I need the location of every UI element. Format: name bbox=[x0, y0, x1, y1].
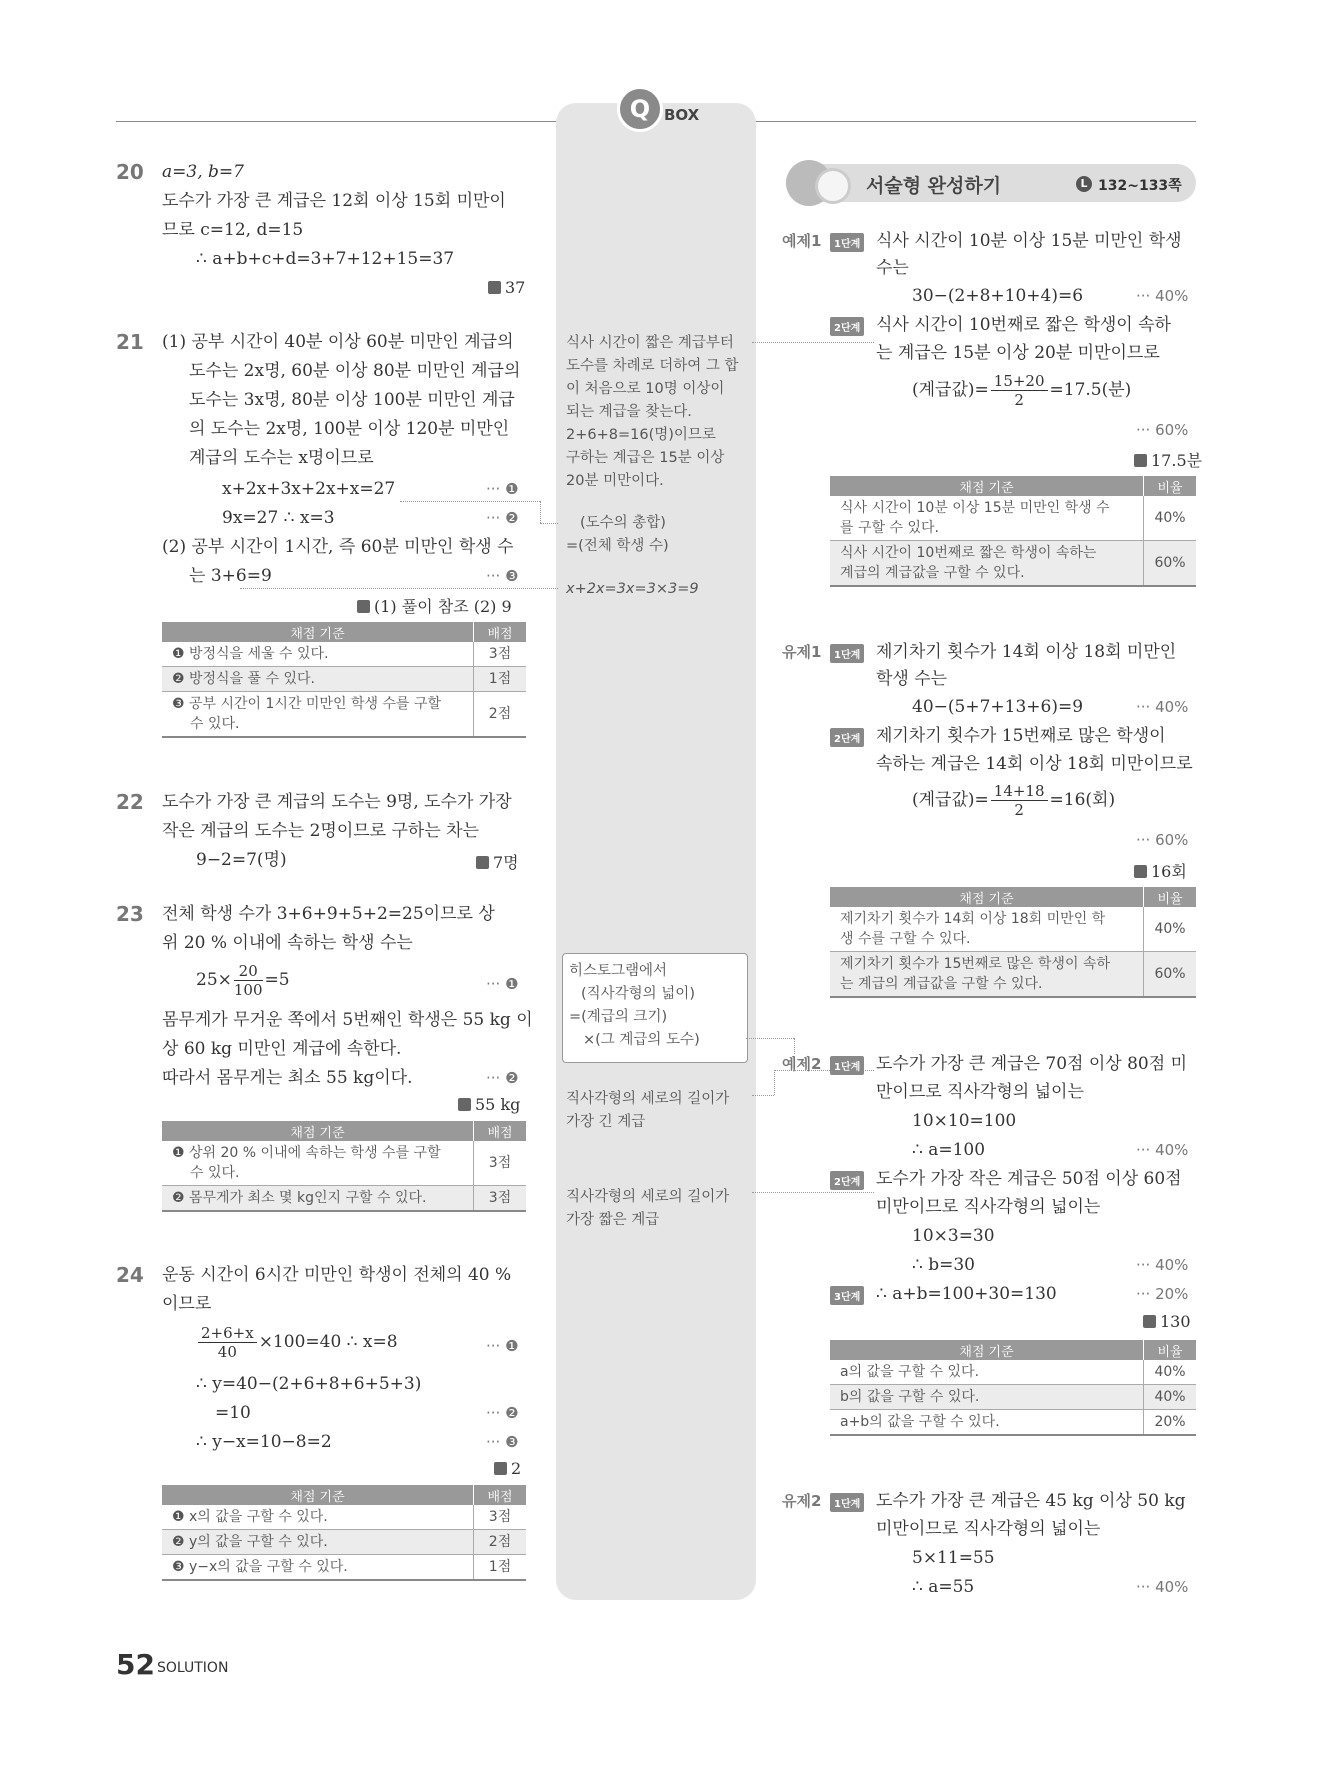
table-cell: ❷ 몸무게가 최소 몇 kg인지 구할 수 있다. bbox=[162, 1186, 474, 1212]
table-cell bbox=[830, 496, 1144, 541]
ex-line: 속하는 계급은 14회 이상 18회 미만이므로 bbox=[876, 754, 1193, 774]
ratio-mark: ··· 40% bbox=[1136, 698, 1189, 716]
step-badge: 3단계 bbox=[830, 1286, 864, 1305]
p21-line: 도수는 2x명, 60분 이상 80분 미만인 계급의 bbox=[189, 361, 521, 381]
section-title: 서술형 완성하기 bbox=[866, 175, 1002, 197]
answer-text: (1) 풀이 참조 (2) 9 bbox=[374, 597, 512, 616]
page-ref-icon: L bbox=[1076, 176, 1092, 192]
note-line: 가장 긴 계급 bbox=[566, 1114, 646, 1130]
expr: 25× bbox=[196, 970, 232, 990]
example-label: 예제1 bbox=[782, 232, 822, 250]
connector bbox=[540, 523, 558, 524]
answer-text: 130 bbox=[1160, 1312, 1191, 1331]
note-line: 히스토그램에서 bbox=[569, 963, 668, 979]
table-cell: 3점 bbox=[474, 1141, 527, 1186]
ex-line: 학생 수는 bbox=[876, 669, 948, 689]
answer bbox=[1134, 448, 1202, 471]
table-header: 채점 기준 bbox=[162, 1485, 474, 1505]
ex-line bbox=[912, 782, 1115, 819]
p20-line: a=3, b=7 bbox=[162, 162, 244, 182]
p21-line: 도수는 3x명, 80분 이상 100분 미만인 계급 bbox=[189, 390, 515, 410]
answer-icon bbox=[357, 600, 370, 613]
ex-line: ∴ a+b=100+30=130 bbox=[876, 1284, 1057, 1304]
table-cell: 3점 bbox=[474, 1186, 527, 1212]
step-mark: ··· ❶ bbox=[486, 480, 519, 498]
fraction bbox=[991, 782, 1048, 819]
p22-line: 9−2=7(명) bbox=[196, 850, 287, 870]
denominator: 2 bbox=[1014, 801, 1024, 819]
note-line: =(계급의 크기) bbox=[569, 1009, 668, 1025]
ex-line: ∴ a=55 bbox=[912, 1577, 975, 1597]
table-header: 채점 기준 bbox=[830, 887, 1144, 907]
step-mark: ··· ❶ bbox=[486, 975, 519, 993]
ex-line: 도수가 가장 큰 계급은 45 kg 이상 50 kg bbox=[876, 1491, 1186, 1511]
table-cell: a+b의 값을 구할 수 있다. bbox=[830, 1410, 1144, 1436]
table-cell: 60% bbox=[1144, 952, 1197, 998]
header-deco-icon bbox=[815, 168, 851, 204]
grading-table bbox=[830, 1340, 1196, 1436]
ratio-mark: ··· 40% bbox=[1136, 1578, 1189, 1596]
answer-icon bbox=[488, 281, 501, 294]
expr: ×100=40 ∴ x=8 bbox=[258, 1332, 398, 1352]
p21-line: (1) 공부 시간이 40분 이상 60분 미만인 계급의 bbox=[162, 332, 514, 352]
p21-line: (2) 공부 시간이 1시간, 즉 60분 미만인 학생 수 bbox=[162, 537, 514, 557]
table-cell: ❶ 방정식을 세울 수 있다. bbox=[162, 642, 474, 667]
answer bbox=[1134, 859, 1187, 882]
table-cell bbox=[830, 541, 1144, 587]
table-header: 채점 기준 bbox=[830, 476, 1144, 496]
step-badge: 2단계 bbox=[830, 728, 864, 747]
connector bbox=[746, 1038, 794, 1039]
p24-line: 이므로 bbox=[162, 1294, 212, 1314]
answer-icon bbox=[1143, 1315, 1156, 1328]
table-cell: 60% bbox=[1144, 541, 1197, 587]
numerator: 14+18 bbox=[991, 782, 1048, 801]
cell-line: 는 계급의 계급값을 구할 수 있다. bbox=[840, 976, 1043, 992]
table-cell: 2점 bbox=[474, 1530, 527, 1555]
cell-line: ❸ 공부 시간이 1시간 미만인 학생 수를 구할 bbox=[172, 696, 441, 712]
qbox-note: x+2x=3x=3×3=9 bbox=[566, 581, 699, 597]
ex-line: 도수가 가장 작은 계급은 50점 이상 60점 bbox=[876, 1169, 1182, 1189]
p24-line: =10 bbox=[215, 1403, 251, 1423]
note-line: 직사각형의 세로의 길이가 bbox=[566, 1189, 730, 1205]
denominator: 40 bbox=[217, 1343, 237, 1361]
note-line: =(전체 학생 수) bbox=[566, 538, 669, 554]
p22-line: 도수가 가장 큰 계급의 도수는 9명, 도수가 가장 bbox=[162, 792, 512, 812]
table-cell: 2점 bbox=[474, 692, 527, 738]
p20-line: 므로 c=12, d=15 bbox=[162, 220, 304, 240]
table-cell: 1점 bbox=[474, 667, 527, 692]
ex-line: 만이므로 직사각형의 넓이는 bbox=[876, 1082, 1084, 1102]
step-mark: ··· ❷ bbox=[486, 509, 519, 527]
connector bbox=[794, 1038, 795, 1054]
expr: =17.5(분) bbox=[1049, 380, 1132, 400]
note-line: ×(그 계급의 도수) bbox=[583, 1032, 700, 1048]
table-header: 배점 bbox=[474, 1485, 527, 1505]
step-badge: 1단계 bbox=[830, 1493, 864, 1512]
ex-line: 도수가 가장 큰 계급은 70점 이상 80점 미 bbox=[876, 1054, 1187, 1074]
cell-line: 를 구할 수 있다. bbox=[840, 520, 939, 536]
step-mark: ··· ❶ bbox=[486, 1337, 519, 1355]
table-header: 배점 bbox=[474, 622, 527, 642]
table-cell: ❶ x의 값을 구할 수 있다. bbox=[162, 1505, 474, 1530]
note-line: (도수의 총합) bbox=[580, 515, 666, 531]
step-mark: ··· ❷ bbox=[486, 1069, 519, 1087]
p24-line: ∴ y−x=10−8=2 bbox=[196, 1432, 332, 1452]
answer bbox=[488, 278, 525, 297]
cell-line: 수 있다. bbox=[190, 716, 240, 732]
table-cell: b의 값을 구할 수 있다. bbox=[830, 1385, 1144, 1410]
p23-line: 상 60 kg 미만인 계급에 속한다. bbox=[162, 1039, 402, 1059]
note-line: 되는 계급을 찾는다. bbox=[566, 404, 692, 420]
cell-line: 제기차기 횟수가 14회 이상 18회 미만인 학 bbox=[840, 911, 1106, 927]
expr: =5 bbox=[264, 970, 290, 990]
answer-icon bbox=[1134, 454, 1147, 467]
p21-line: 9x=27 ∴ x=3 bbox=[222, 508, 335, 528]
fraction bbox=[234, 962, 263, 999]
fraction bbox=[198, 1324, 257, 1361]
ex-line: 10×3=30 bbox=[912, 1226, 995, 1246]
step-badge: 1단계 bbox=[830, 233, 864, 252]
p23-line bbox=[196, 962, 290, 999]
ex-line: ∴ a=100 bbox=[912, 1140, 986, 1160]
expr: (계급값)= bbox=[912, 790, 989, 810]
table-cell: 3점 bbox=[474, 1505, 527, 1530]
table-cell: ❷ y의 값을 구할 수 있다. bbox=[162, 1530, 474, 1555]
note-line: 식사 시간이 짧은 계급부터 bbox=[566, 335, 734, 351]
grading-table bbox=[162, 1485, 526, 1581]
example-label: 유제2 bbox=[782, 1492, 822, 1510]
grading-table bbox=[162, 622, 526, 738]
qbox-note bbox=[566, 1186, 729, 1232]
problem-number: 20 bbox=[116, 160, 144, 184]
ex-line: 30−(2+8+10+4)=6 bbox=[912, 286, 1084, 306]
cell-line: 수 있다. bbox=[190, 1165, 240, 1181]
ex-line: 식사 시간이 10분 이상 15분 미만인 학생 bbox=[876, 231, 1182, 251]
answer bbox=[357, 594, 512, 617]
ratio-mark: ··· 20% bbox=[1136, 1285, 1189, 1303]
cell-line: ❶ 상위 20 % 이내에 속하는 학생 수를 구할 bbox=[172, 1145, 441, 1161]
ex-line: 미만이므로 직사각형의 넓이는 bbox=[876, 1519, 1101, 1539]
answer-icon bbox=[476, 856, 489, 869]
cell-line: 계급의 계급값을 구할 수 있다. bbox=[840, 565, 1025, 581]
connector bbox=[774, 1070, 775, 1095]
table-cell: 40% bbox=[1144, 1385, 1197, 1410]
answer-icon bbox=[458, 1098, 471, 1111]
p20-line: ∴ a+b+c+d=3+7+12+15=37 bbox=[196, 249, 455, 269]
cell-line: 식사 시간이 10번째로 짧은 학생이 속하는 bbox=[840, 545, 1097, 561]
ex-line: 제기차기 횟수가 15번째로 많은 학생이 bbox=[876, 726, 1166, 746]
note-line: 직사각형의 세로의 길이가 bbox=[566, 1091, 730, 1107]
answer-text: 2 bbox=[511, 1459, 522, 1478]
table-cell: 40% bbox=[1144, 907, 1197, 952]
connector bbox=[240, 588, 558, 589]
step-badge: 1단계 bbox=[830, 1056, 864, 1075]
table-header: 채점 기준 bbox=[830, 1340, 1144, 1360]
page-number: 52 bbox=[116, 1648, 155, 1681]
step-badge: 2단계 bbox=[830, 1171, 864, 1190]
table-header: 채점 기준 bbox=[162, 1121, 474, 1141]
connector bbox=[540, 501, 541, 523]
ex-line: 는 계급은 15분 이상 20분 미만이므로 bbox=[876, 343, 1160, 363]
table-header: 비율 bbox=[1144, 476, 1197, 496]
table-cell: 3점 bbox=[474, 642, 527, 667]
grading-table bbox=[162, 1121, 526, 1212]
note-line: 도수를 차례로 더하여 그 합 bbox=[566, 358, 739, 374]
ex-line: 미만이므로 직사각형의 넓이는 bbox=[876, 1197, 1101, 1217]
ex-line: 10×10=100 bbox=[912, 1111, 1017, 1131]
ex-line: 제기차기 횟수가 14회 이상 18회 미만인 bbox=[876, 642, 1177, 662]
ratio-mark: ··· 60% bbox=[1136, 421, 1189, 439]
answer-icon bbox=[494, 1462, 507, 1475]
denominator: 100 bbox=[233, 981, 263, 999]
grading-table bbox=[830, 476, 1196, 587]
cell-line: 제기차기 횟수가 15번째로 많은 학생이 속하 bbox=[840, 956, 1110, 972]
connector bbox=[752, 342, 874, 343]
table-cell bbox=[830, 907, 1144, 952]
problem-number: 23 bbox=[116, 902, 144, 926]
ex-line: ∴ b=30 bbox=[912, 1255, 975, 1275]
step-badge: 1단계 bbox=[830, 644, 864, 663]
table-cell: ❸ y−x의 값을 구할 수 있다. bbox=[162, 1555, 474, 1581]
ex-line bbox=[912, 372, 1131, 409]
p24-line bbox=[196, 1324, 398, 1361]
connector bbox=[752, 1095, 774, 1096]
connector bbox=[400, 501, 540, 502]
p23-line: 전체 학생 수가 3+6+9+5+2=25이므로 상 bbox=[162, 904, 495, 924]
qbox-note bbox=[566, 332, 739, 493]
page-ref: 132~133쪽 bbox=[1098, 178, 1182, 194]
note-line: 구하는 계급은 15분 이상 bbox=[566, 450, 725, 466]
table-header: 배점 bbox=[474, 1121, 527, 1141]
table-cell bbox=[830, 952, 1144, 998]
answer bbox=[476, 850, 519, 873]
qbox-note-box bbox=[562, 953, 748, 1063]
ex-line: 40−(5+7+13+6)=9 bbox=[912, 697, 1084, 717]
p23-line: 몸무게가 무거운 쪽에서 5번째인 학생은 55 kg 이 bbox=[162, 1010, 533, 1030]
table-cell: ❷ 방정식을 풀 수 있다. bbox=[162, 667, 474, 692]
p20-line: 도수가 가장 큰 계급은 12회 이상 15회 미만이 bbox=[162, 191, 506, 211]
note-line: 2+6+8=16(명)이므로 bbox=[566, 427, 716, 443]
cell-line: 식사 시간이 10분 이상 15분 미만인 학생 수 bbox=[840, 500, 1110, 516]
note-line: 이 처음으로 10명 이상이 bbox=[566, 381, 725, 397]
note-line: (직사각형의 넓이) bbox=[581, 986, 695, 1002]
p21-line: 는 3+6=9 bbox=[189, 566, 272, 586]
qbox-column bbox=[556, 103, 756, 1600]
answer-text: 16회 bbox=[1151, 862, 1187, 881]
ratio-mark: ··· 40% bbox=[1136, 1256, 1189, 1274]
step-mark: ··· ❷ bbox=[486, 1404, 519, 1422]
problem-number: 21 bbox=[116, 330, 144, 354]
denominator: 2 bbox=[1014, 391, 1024, 409]
numerator: 20 bbox=[234, 962, 263, 981]
p21-line: 의 도수는 2x명, 100분 이상 120분 미만인 bbox=[189, 419, 510, 439]
qbox-icon: Q bbox=[617, 86, 663, 132]
table-cell: 40% bbox=[1144, 496, 1197, 541]
ex-line: 수는 bbox=[876, 258, 909, 278]
answer-text: 55 kg bbox=[475, 1095, 521, 1114]
table-cell: 1점 bbox=[474, 1555, 527, 1581]
answer-icon bbox=[1134, 865, 1147, 878]
answer bbox=[458, 1095, 520, 1114]
step-mark: ··· ❸ bbox=[486, 567, 519, 585]
expr: (계급값)= bbox=[912, 380, 989, 400]
cell-line: 생 수를 구할 수 있다. bbox=[840, 931, 971, 947]
ratio-mark: ··· 40% bbox=[1136, 287, 1189, 305]
p24-line: 운동 시간이 6시간 미만인 학생이 전체의 40 % bbox=[162, 1265, 512, 1285]
qbox-note bbox=[566, 1088, 729, 1134]
answer bbox=[494, 1459, 521, 1478]
table-cell: 40% bbox=[1144, 1360, 1197, 1385]
step-badge: 2단계 bbox=[830, 317, 864, 336]
example-label: 유제1 bbox=[782, 643, 822, 661]
p24-line: ∴ y=40−(2+6+8+6+5+3) bbox=[196, 1374, 422, 1394]
footer-label: SOLUTION bbox=[157, 1660, 229, 1676]
problem-number: 22 bbox=[116, 790, 144, 814]
answer-text: 17.5분 bbox=[1151, 451, 1203, 470]
ratio-mark: ··· 40% bbox=[1136, 1141, 1189, 1159]
answer-text: 7명 bbox=[493, 853, 519, 872]
qbox-note bbox=[566, 512, 669, 558]
table-header: 채점 기준 bbox=[162, 622, 474, 642]
ex-line: 5×11=55 bbox=[912, 1548, 995, 1568]
table-header: 비율 bbox=[1144, 1340, 1197, 1360]
table-cell bbox=[162, 1141, 474, 1186]
ex-line: 식사 시간이 10번째로 짧은 학생이 속하 bbox=[876, 315, 1171, 335]
problem-number: 24 bbox=[116, 1263, 144, 1287]
step-mark: ··· ❸ bbox=[486, 1433, 519, 1451]
p22-line: 작은 계급의 도수는 2명이므로 구하는 차는 bbox=[162, 821, 480, 841]
connector bbox=[752, 1192, 874, 1193]
note-line: 20분 미만이다. bbox=[566, 473, 664, 489]
numerator: 2+6+x bbox=[198, 1324, 257, 1343]
p21-line: x+2x+3x+2x+x=27 bbox=[222, 479, 396, 499]
table-header: 비율 bbox=[1144, 887, 1197, 907]
p21-line: 계급의 도수는 x명이므로 bbox=[189, 448, 374, 468]
p23-line: 위 20 % 이내에 속하는 학생 수는 bbox=[162, 933, 413, 953]
example-label: 예제2 bbox=[782, 1055, 822, 1073]
note-line: 가장 짧은 계급 bbox=[566, 1212, 660, 1228]
grading-table bbox=[830, 887, 1196, 998]
qbox-label: BOX bbox=[664, 106, 700, 124]
p23-line: 따라서 몸무게는 최소 55 kg이다. bbox=[162, 1068, 413, 1088]
table-cell: 20% bbox=[1144, 1410, 1197, 1436]
ratio-mark: ··· 60% bbox=[1136, 831, 1189, 849]
expr: =16(회) bbox=[1049, 790, 1116, 810]
fraction bbox=[991, 372, 1048, 409]
numerator: 15+20 bbox=[991, 372, 1048, 391]
table-cell: a의 값을 구할 수 있다. bbox=[830, 1360, 1144, 1385]
table-cell bbox=[162, 692, 474, 738]
answer-text: 37 bbox=[505, 278, 526, 297]
answer bbox=[1143, 1312, 1191, 1331]
